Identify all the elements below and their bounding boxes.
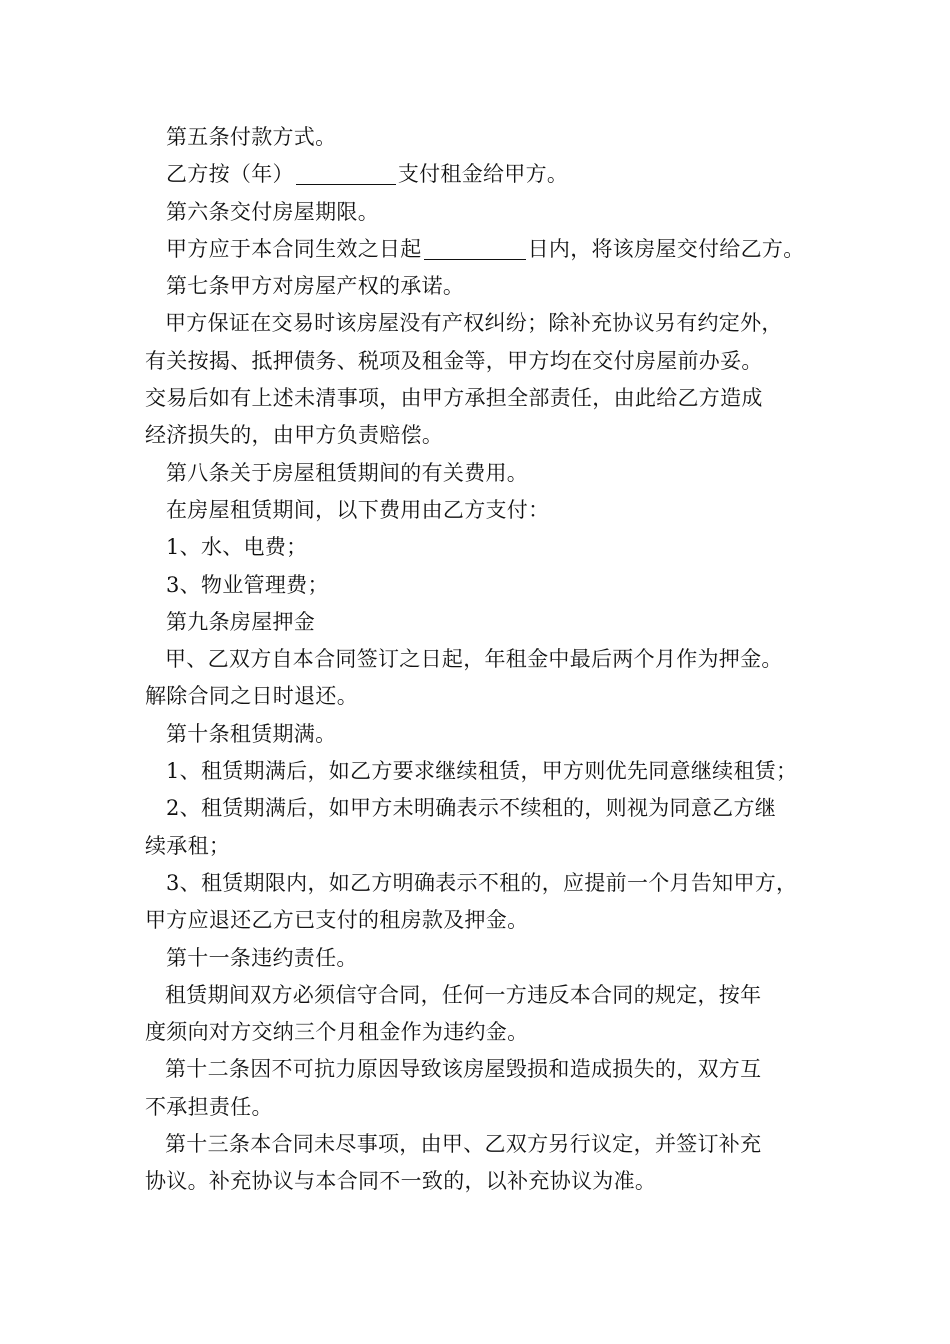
list-item: 3、租赁期限内，如乙方明确表示不租的，应提前一个月告知甲方， <box>166 870 798 895</box>
payment-period-blank <box>296 162 396 185</box>
payment-method-suffix: 支付租金给甲方。 <box>397 162 569 187</box>
paragraph-line: 在房屋租赁期间，以下费用由乙方支付： <box>166 497 550 522</box>
delivery-deadline-line <box>145 231 835 268</box>
paragraph-line: 解除合同之日时退还。 <box>145 684 358 709</box>
paragraph-line: 协议。补充协议与本合同不一致的，以补充协议为准。 <box>145 1169 657 1194</box>
list-item: 2、租赁期满后，如甲方未明确表示不续租的，则视为同意乙方继 <box>166 796 777 821</box>
list-item: 1、水、电费； <box>166 535 308 560</box>
contract-text <box>145 119 835 1201</box>
article-11-heading: 第十一条违约责任。 <box>166 945 358 970</box>
paragraph-line: 甲、乙双方自本合同签订之日起，年租金中最后两个月作为押金。 <box>165 647 783 672</box>
article-13-line: 第十三条本合同未尽事项，由甲、乙双方另行议定，并签订补充 <box>165 1132 762 1157</box>
payment-method-prefix: 乙方按（年） <box>166 162 294 187</box>
article-7-heading: 第七条甲方对房屋产权的承诺。 <box>166 274 465 299</box>
payment-method-line <box>145 156 835 193</box>
paragraph-line: 续承租； <box>145 833 231 858</box>
paragraph-line: 不承担责任。 <box>145 1094 273 1119</box>
article-9-heading: 第九条房屋押金 <box>166 609 316 634</box>
paragraph-line: 经济损失的，由甲方负责赔偿。 <box>145 423 444 448</box>
article-5-heading: 第五条付款方式。 <box>166 125 337 149</box>
paragraph-line: 甲方保证在交易时该房屋没有产权纠纷；除补充协议另有约定外， <box>165 311 783 336</box>
article-8-heading: 第八条关于房屋租赁期间的有关费用。 <box>166 460 529 485</box>
article-6-heading: 第六条交付房屋期限。 <box>166 199 379 224</box>
paragraph-line: 交易后如有上述未清事项，由甲方承担全部责任，由此给乙方造成 <box>145 386 763 411</box>
article-10-heading: 第十条租赁期满。 <box>166 721 337 746</box>
list-item: 1、租赁期满后，如乙方要求继续租赁，甲方则优先同意继续租赁； <box>166 759 798 784</box>
paragraph-line: 甲方应退还乙方已支付的租房款及押金。 <box>145 908 529 933</box>
list-item: 3、物业管理费； <box>166 572 329 597</box>
article-12-line: 第十二条因不可抗力原因导致该房屋毁损和造成损失的，双方互 <box>165 1057 762 1082</box>
delivery-deadline-suffix: 日内，将该房屋交付给乙方。 <box>527 236 805 261</box>
paragraph-line: 租赁期间双方必须信守合同，任何一方违反本合同的规定，按年 <box>165 982 762 1007</box>
paragraph-line: 度须向对方交纳三个月租金作为违约金。 <box>145 1020 529 1045</box>
delivery-days-blank <box>424 237 526 260</box>
paragraph-line: 有关按揭、抵押债务、税项及租金等，甲方均在交付房屋前办妥。 <box>145 348 763 373</box>
delivery-deadline-prefix: 甲方应于本合同生效之日起 <box>166 236 422 261</box>
